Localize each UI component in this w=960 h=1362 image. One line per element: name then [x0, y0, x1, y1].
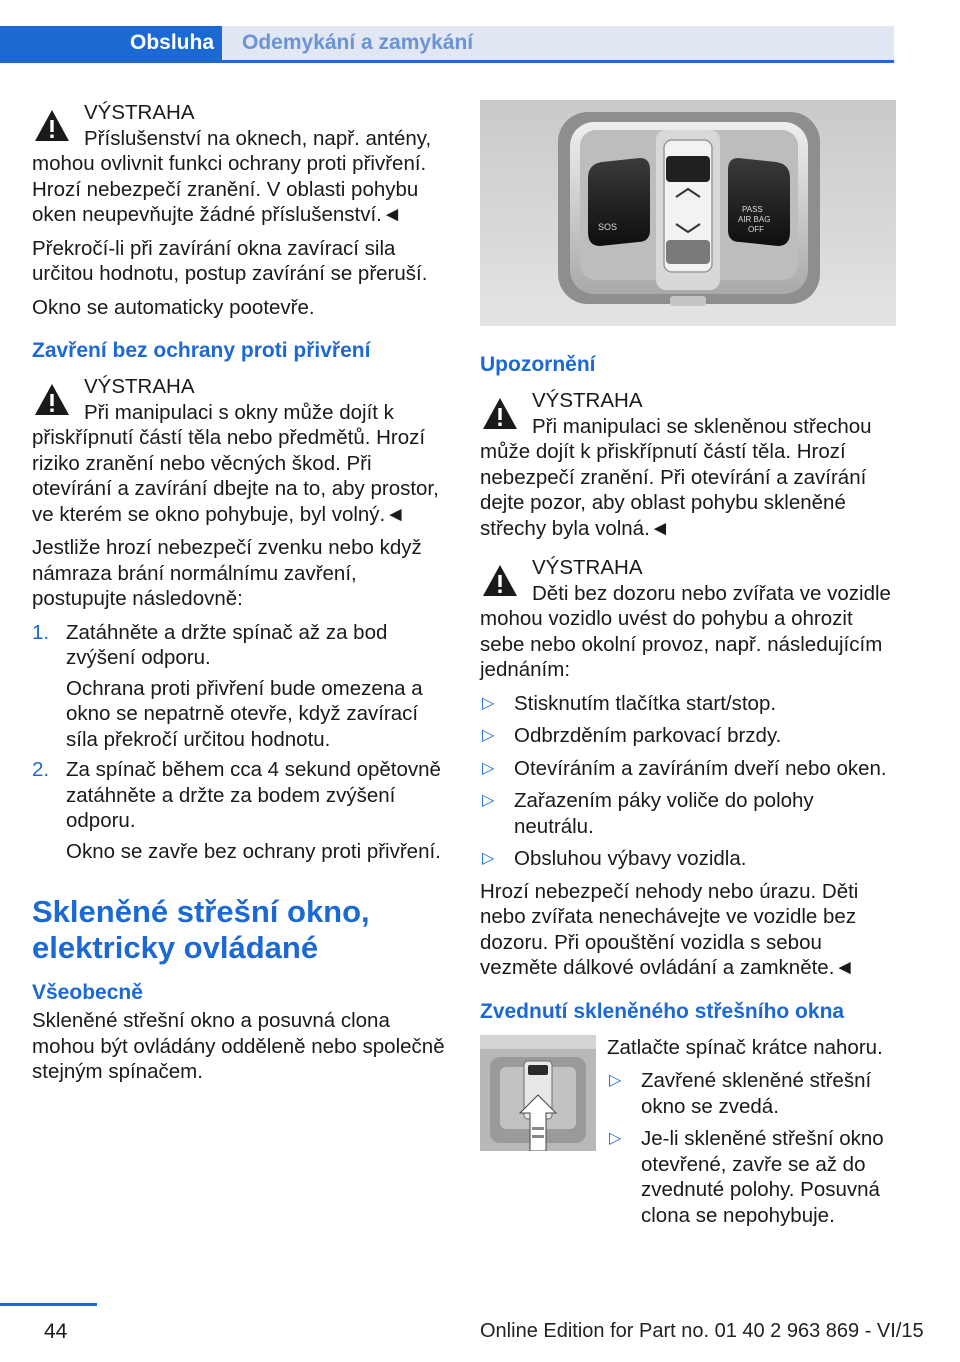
list-item [480, 691, 896, 717]
paragraph: Skleněné střešní okno a posuvná clona mohou být ovládány odděleně nebo společně stejným spínačem. [32, 1009, 445, 1083]
warning-text: může dojít k přiskřípnutí částí těla. Hrozí nebezpečí zranění. Při otevírání a zavírání dejte pozor, aby oblast pohybu skleněné střechy byla volná.◄ [480, 440, 867, 540]
triangle-bullet-icon: ▷ [609, 1072, 622, 1089]
warning-icon [480, 394, 520, 434]
section-heading: Zavření bez ochrany proti přivření [32, 339, 371, 362]
section-heading: Zvednutí skleněného střešního okna [480, 999, 845, 1023]
list-item [480, 846, 896, 872]
warning-first-line: Příslušenství na oknech, např. antény, [84, 126, 432, 150]
paragraph: Okno se automaticky pootevře. [32, 295, 315, 319]
list-item-text: Obsluhou výbavy vozidla. [514, 847, 747, 870]
warning-icon [480, 561, 520, 601]
warning-text: mohou vozidlo uvést do pohybu a ohrozit sebe nebo okolní provoz, např. následujícím jednáním: [480, 607, 883, 681]
list-item-text: Zařazením páky voliče do polohy neutrálu. [514, 789, 814, 838]
warning-icon [32, 106, 72, 146]
warning-title: VÝSTRAHA [532, 389, 643, 412]
list-item [607, 1068, 897, 1119]
header-divider [0, 60, 894, 63]
warning-block [32, 374, 446, 527]
triangle-bullet-icon: ▷ [482, 850, 495, 867]
step-number: 2. [32, 758, 50, 781]
warning-block [480, 555, 896, 683]
step-note: Ochrana proti přivření bude omezena a okno se nepatrně otevře, když zavírací síla překročí určitou hodnotu. [66, 676, 423, 751]
pass-label: PASS [742, 205, 763, 214]
warning-block [32, 100, 446, 228]
step-text: Za spínač během cca 4 sekund opětovně zatáhněte a držte za bodem zvýšení odporu. [66, 758, 441, 832]
list-item-text: Stisknutím tlačítka start/stop. [514, 691, 777, 715]
warning-text: mohou ovlivnit funkci ochrany proti přivření. Hrozí nebezpečí zranění. V oblasti pohybu oken neupevňujte žádné příslušenství.◄ [32, 152, 427, 226]
right-column [480, 100, 896, 1255]
steps-list [32, 620, 446, 865]
paragraph: Zatlačte spínač krátce nahoru. [607, 1035, 883, 1059]
triangle-bullet-icon: ▷ [609, 1130, 622, 1147]
header-tab-obsluha[interactable]: Obsluha [0, 26, 222, 60]
switch-up-photo [480, 1035, 596, 1151]
warning-title: VÝSTRAHA [532, 556, 643, 579]
list-item-text: Zavřené skleněné střešní okno se zvedá. [641, 1069, 872, 1118]
step-item [32, 620, 446, 753]
list-item-text: Odbrzděním parkovací brzdy. [514, 724, 782, 747]
header-tab-section[interactable]: Odemykání a zamykání [222, 26, 894, 60]
triangle-bullet-icon: ▷ [482, 759, 495, 777]
raise-text [607, 1035, 897, 1236]
list-item [480, 788, 896, 839]
list-item [480, 723, 896, 749]
footer-line [0, 1303, 97, 1306]
step-note: Okno se zavře bez ochrany proti přivření. [66, 839, 441, 863]
page-header [0, 0, 960, 64]
list-item-text: Otevíráním a zavíráním dveří nebo oken. [514, 756, 887, 780]
warning-title: VÝSTRAHA [84, 101, 195, 124]
list-item [480, 756, 896, 782]
raise-instruction [480, 1035, 896, 1255]
section-heading: Upozornění [480, 353, 596, 376]
bullet-list [480, 691, 896, 872]
warning-title: VÝSTRAHA [84, 375, 195, 398]
airbag-label: AIR BAG [738, 215, 771, 224]
triangle-bullet-icon: ▷ [482, 727, 495, 744]
paragraph: Jestliže hrozí nebezpečí zvenku nebo když námraza brání normálnímu zavření, postupujte následovně: [32, 536, 422, 610]
warning-block [480, 388, 896, 541]
list-item [607, 1126, 897, 1228]
paragraph: Hrozí nebezpečí nehody nebo úrazu. Děti nebo zvířata nenechávejte ve vozidle bez dozoru. Při opouštění vozidla s sebou vezměte dálkové ovládání a zamkněte.◄ [480, 879, 859, 979]
warning-first-line: Děti bez dozoru nebo zvířata ve vozidle [532, 581, 891, 605]
off-label: OFF [748, 225, 764, 234]
list-item-text: Je-li skleněné střešní okno otevřené, zavře se až do zvednuté polohy. Posuvná clona se nepohybuje. [641, 1127, 884, 1227]
step-number: 1. [32, 620, 50, 644]
sub-heading: Všeobecně [32, 981, 143, 1004]
triangle-bullet-icon: ▷ [482, 694, 495, 712]
left-column [32, 100, 446, 1093]
bullet-list [607, 1068, 897, 1228]
step-text: Zatáhněte a držte spínač až za bod zvýšení odporu. [66, 620, 388, 669]
warning-first-line: Při manipulaci se skleněnou střechou [532, 414, 872, 438]
triangle-bullet-icon: ▷ [482, 792, 495, 809]
warning-icon [32, 380, 72, 420]
sos-label: SOS [598, 222, 618, 232]
warning-first-line: Při manipulaci s okny může dojít k [84, 400, 394, 424]
edition-text: Online Edition for Part no. 01 40 2 963 869 - VI/15 [480, 1320, 924, 1342]
page-number: 44 [44, 1320, 68, 1343]
paragraph: Překročí-li při zavírání okna zavírací sila určitou hodnotu, postup zavírání se přeruší. [32, 236, 428, 285]
step-item [32, 757, 446, 864]
chapter-heading: Skleněné střešní okno, elektricky ovládané [32, 894, 370, 965]
overhead-console-photo [480, 100, 896, 326]
warning-text: přiskřípnutí částí těla nebo předmětů. Hrozí riziko zranění nebo věcných škod. Při otevírání a zavírání dbejte na to, aby prostor, ve kterém se okno pohybuje, byl volný.◄ [32, 426, 439, 526]
